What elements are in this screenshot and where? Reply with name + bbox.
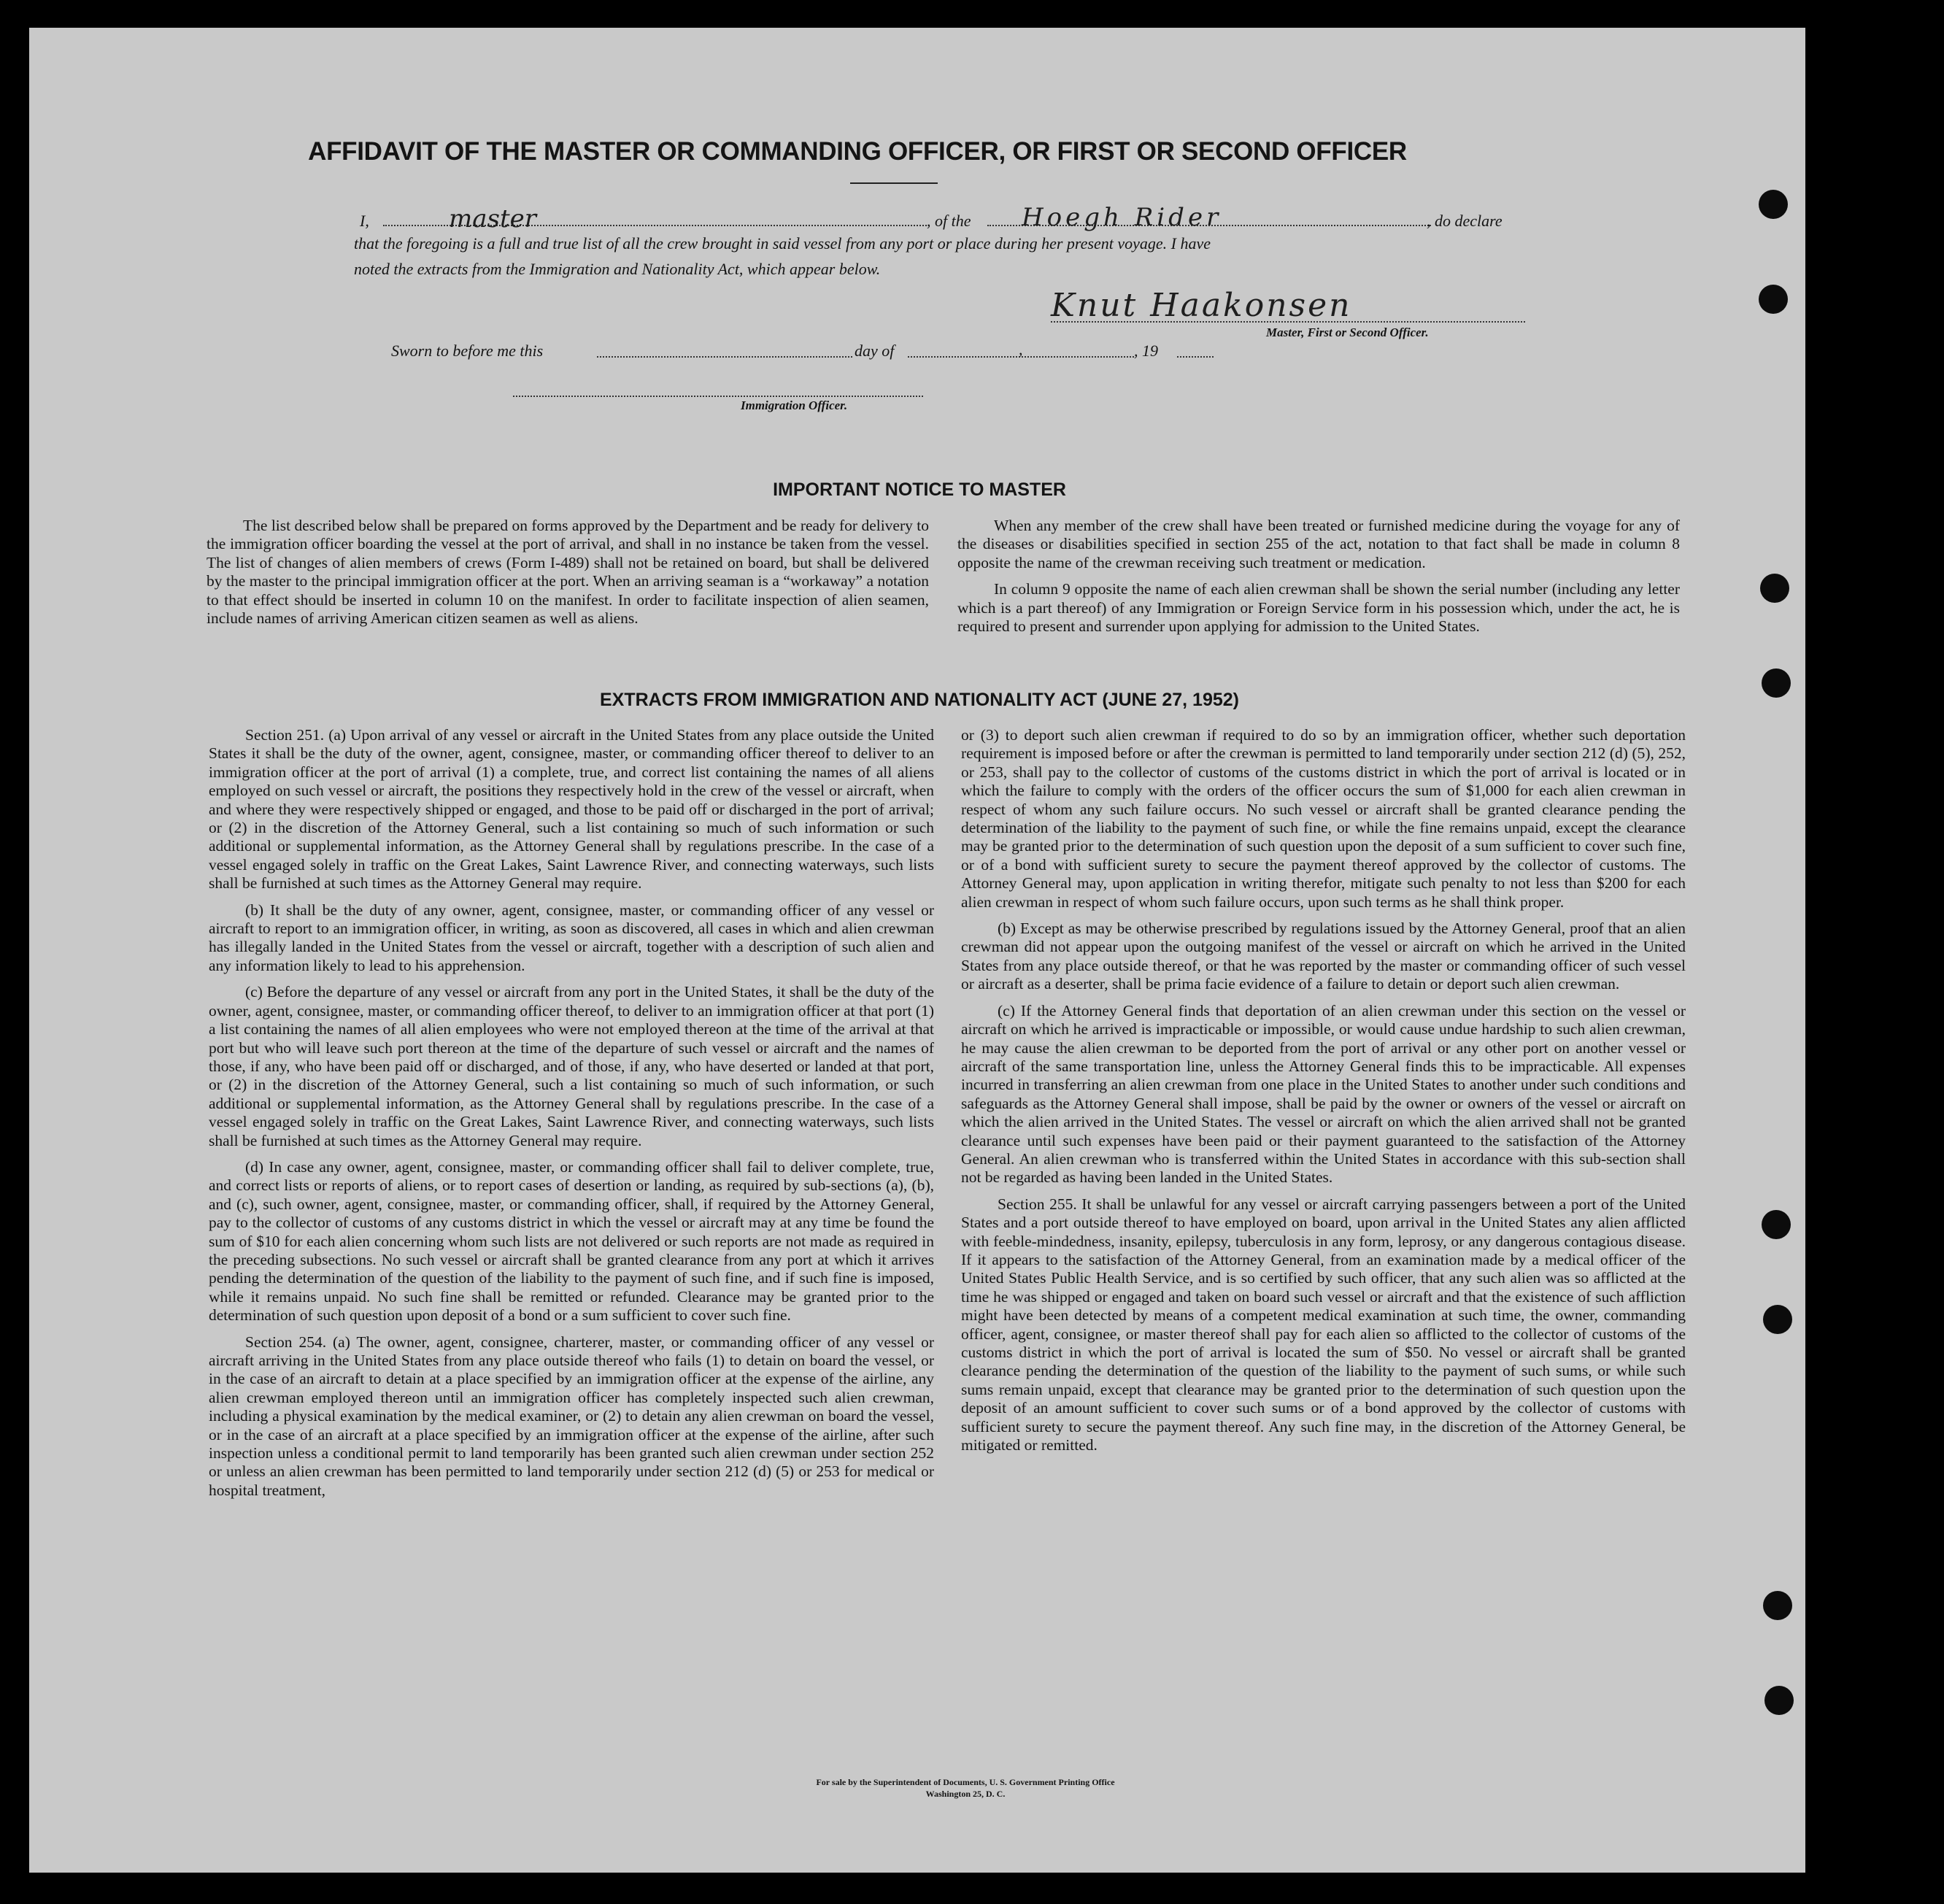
bleed-through-text: [277, 115, 1773, 137]
punch-hole: [1759, 285, 1788, 314]
signature-line: [1051, 321, 1525, 323]
punch-hole: [1762, 1210, 1791, 1239]
declaration-line-3: noted the extracts from the Immigration and Nationality Act, which appear below.: [354, 260, 881, 278]
section-254-a: Section 254. (a) The owner, agent, consignee, charterer, master, or commanding officer of any vessel or aircraft arriving in the United States from any place outside thereof who fails (1) to detain on board the vessel, or in the case of an aircraft to detain at a place specified by an immigration officer at the expense of the airline, any alien crewman employed thereon until an immigration officer has completely inspected such alien crewman, including a physical examination by the medical examiner, or (2) to detain any alien crewman on board the vessel, or in the case of an aircraft at a place specified by an immigration officer at the expense of the airline, after such inspection unless a conditional permit to land temporarily has been granted such alien crewman under section 252 or unless an alien crewman has been permitted to land temporarily under section 212 (d) (5) or 253 for medical or hospital treatment,: [209, 1333, 934, 1499]
section-251-b: (b) It shall be the duty of any owner, agent, consignee, master, or commanding officer of any vessel or aircraft to report to an immigration officer, in writing, as soon as discovered, all cases in which and alien crewman has illegally landed in the United States from the vessel or aircraft, together with a description of such alien and any information likely to lead to his apprehension.: [209, 901, 934, 974]
notice-right-paragraph-2: In column 9 opposite the name of each alien crewman shall be shown the serial number (including any letter which is a part thereof) of any Immigration or Foreign Service form in his possession which, under the act, he is required to present and surrender upon applying for admission to the United States.: [957, 580, 1680, 636]
of-the-label: , of the: [927, 212, 971, 230]
affidavit-title: AFFIDAVIT OF THE MASTER OR COMMANDING OFFICER, OR FIRST OR SECOND OFFICER: [308, 137, 1407, 166]
sworn-year-field: [1177, 356, 1214, 358]
sworn-comma: ,: [1019, 340, 1023, 358]
document-page: [29, 28, 1805, 1873]
section-254-a-continued: or (3) to deport such alien crewman if required to do so by an immigration officer, whether such deportation requirement is imposed before or after the crewman is permitted to land temporarily under section 212 (d) (5), 252, or 253, shall pay to the collector of customs of the customs district in which the port of arrival is located or in which the failure to comply with the orders of the officer occurs the sum of $1,000 for each alien crewman in respect of whom any such failure occurs. No such vessel or aircraft shall be granted clearance pending the determination of the liability to the payment of such fine, or while the fine remains unpaid, except the clearance may be granted prior to the determination of such question upon the deposit of a sum sufficient to cover such fine, or of a bond with sufficient surety to secure the payment thereof approved by the collector of customs. The Attorney General may, upon application in writing therefor, mitigate such penalty to not less than $200 for each alien crewman in respect of whom such failure occurs, upon such terms as he shall think proper.: [961, 726, 1686, 911]
signature-caption: Master, First or Second Officer.: [1266, 325, 1429, 339]
section-251-d: (d) In case any owner, agent, consignee, master, or commanding officer shall fail to deliver complete, true, and correct lists or reports of aliens, or to report cases of desertion or landing, as required by sub-sections (a), (b), and (c), such owner, agent, consignee, master, or commanding officer, shall, if required by the Attorney General, pay to the collector of customs of any customs district in which the vessel or aircraft may at any time be found the sum of $10 for each alien concerning whom such lists are not delivered or such reports are not made as required in the preceding subsections. No such vessel or aircraft shall be granted clearance from any port at which it arrives pending the determination of the question of the liability to the payment of such fine, and if such fine is imposed, while it remains unpaid. No such fine shall be remitted or refunded. Clearance may be granted prior to the determination of such question upon deposit of a bond or a sum sufficient to cover such fine.: [209, 1157, 934, 1325]
punch-hole: [1763, 1591, 1792, 1620]
notice-left-column: [207, 517, 929, 636]
punch-hole: [1759, 190, 1788, 219]
year-prefix: , 19: [1134, 342, 1158, 360]
section-254-b: (b) Except as may be otherwise prescribed by regulations issued by the Attorney General, proof that an alien crewman did not appear upon the outgoing manifest of the vessel or aircraft on which he arrived in the United States from any place outside thereof, or that he was reported by the master or commanding officer of such vessel or aircraft as a deserter, shall be prima facie evidence of a failure to detain or deport such alien crewman.: [961, 920, 1686, 993]
extracts-left-column: [209, 726, 934, 1508]
sworn-line: [391, 342, 1267, 371]
punch-hole: [1760, 574, 1789, 603]
immigration-officer-line: [513, 396, 923, 397]
vessel-name-handwritten: Hoegh Rider: [1022, 203, 1222, 232]
section-251-c: (c) Before the departure of any vessel or aircraft from any port in the United States, it shall be the duty of the owner, agent, consignee, master, or commanding officer thereof, to deliver to an immigration officer at that port (1) a list containing the names of all alien employees who were not employed thereon at the time of the arrival at that port but who will leave such port thereon at the time of the departure of such vessel or aircraft and the names of those, if any, who have been paid off or discharged, and of those, if any, who have deserted or landed at that port, or (2) in the discretion of the Attorney General, such a list containing so much of such information, or such additional or supplemental information, as the Attorney General shall by regulations prescribe. In the case of a vessel engaged solely in traffic on the Great Lakes, Saint Lawrence River, and connecting waterways, such lists shall be furnished at such times as the Attorney General may require.: [209, 983, 934, 1149]
day-of-label: day of: [855, 342, 895, 360]
notice-right-paragraph-1: When any member of the crew shall have been treated or furnished medicine during the voyage for any of the diseases or disabilities specified in section 255 of the act, notation to that fact shall be made in column 8 opposite the name of the crewman receiving such treatment or medication.: [957, 517, 1680, 571]
extracts-right-column: [961, 726, 1686, 1462]
notice-title: IMPORTANT NOTICE TO MASTER: [773, 479, 1066, 500]
section-255: Section 255. It shall be unlawful for any vessel or aircraft carrying passengers between a port of the United States and a port outside thereof to have employed on board, upon arrival in the United States any alien afflicted with feeble-mindedness, insanity, epilepsy, tuberculosis in any form, leprosy, or any dangerous contagious disease. If it appears to the satisfaction of the Attorney General, from an examination made by a medical officer of the United States Public Health Service, and is so certified by such officer, that any such alien was so afflicted at the time he was shipped or engaged and taken on board such vessel or aircraft and that the existence of such affliction might have been detected by means of a competent medical examination at such time, the owner, commanding officer, agent, consignee, or master thereof shall pay for each alien so afflicted to the collector of customs of the customs district in which the port of arrival is located the sum of $50. No vessel or aircraft shall be granted clearance pending the determination of the question of the liability to the payment of such sums, or while such sums remain unpaid, except that clearance may be granted prior to the determination of such question upon the deposit of an amount sufficient to cover such sums or of a bond approved by the collector of customs with sufficient surety to secure the payment thereof. Any such fine may, in the discretion of the Attorney General, be mitigated or remitted.: [961, 1195, 1686, 1454]
title-rule: [850, 182, 938, 184]
do-declare-label: , do declare: [1427, 212, 1503, 230]
declaration-i: I,: [360, 212, 369, 230]
declaration-line-2: that the foregoing is a full and true list of all the crew brought in said vessel from any port or place during her present voyage. I have: [354, 234, 1211, 253]
declaration-line-1: [354, 203, 1536, 235]
extracts-title: EXTRACTS FROM IMMIGRATION AND NATIONALITY ACT (JUNE 27, 1952): [600, 690, 1239, 710]
footer-line-1: For sale by the Superintendent of Documents, U. S. Government Printing Office: [816, 1777, 1115, 1787]
immigration-officer-caption: Immigration Officer.: [741, 398, 848, 412]
section-251-a: Section 251. (a) Upon arrival of any vessel or aircraft in the United States from any place outside the United States it shall be the duty of the owner, agent, consignee, master, or commanding officer thereof to deliver to an immigration officer at the port of arrival (1) a complete, true, and correct list containing the names of all aliens employed on such vessel or aircraft, the positions they respectively hold in the crew of the vessel or aircraft, when and where they were respectively shipped or engaged, and those to be paid off or discharged in the port of arrival; or (2) in the discretion of the Attorney General, such a list containing so much of such information or such additional or supplemental information, as the Attorney General shall by regulations prescribe. In the case of a vessel engaged solely in traffic on the Great Lakes, Saint Lawrence River, and connecting waterways, such lists shall be furnished at such times as the Attorney General may require.: [209, 726, 934, 893]
notice-right-column: [957, 517, 1680, 644]
footer-line-2: Washington 25, D. C.: [925, 1789, 1006, 1799]
notice-left-paragraph: The list described below shall be prepared on forms approved by the Department and be ready for delivery to the immigration officer boarding the vessel at the port of arrival, and shall in no instance be taken from the vessel. The list of changes of alien members of crews (Form I-489) shall not be retained on board, but shall be delivered by the master to the principal immigration officer at the port. When an arriving seaman is a “workaway” a notation to that effect should be inserted in column 10 on the manifest. In order to facilitate inspection of alien seamen, include names of arriving American citizen seamen as well as aliens.: [207, 517, 929, 628]
punch-hole: [1764, 1686, 1794, 1715]
master-signature: Knut Haakonsen: [1051, 287, 1352, 324]
footer-imprint: [29, 1776, 1805, 1800]
section-254-c: (c) If the Attorney General finds that deportation of an alien crewman under this section on the vessel or aircraft on which he arrived is impracticable or impossible, or would cause undue hardship to such alien crewman, he may cause the alien crewman to be deported from the port of arrival or any other port on another vessel or aircraft of the same transportation line, unless the Attorney General finds this to be impracticable. All expenses incurred in transferring an alien crewman from one place in the United States to another under such conditions and safeguards as the Attorney General shall impose, shall be paid by the owner or owners of the vessel or aircraft on which the alien arrived in the United States. The vessel or aircraft on which the alien arrived shall not be granted clearance until such expenses have been paid or their payment guaranteed to the satisfaction of the Attorney General. An alien crewman who is transferred within the United States in accordance with this sub-section shall not be regarded as having been landed in the United States.: [961, 1001, 1686, 1187]
punch-hole: [1763, 1305, 1792, 1334]
master-name-handwritten: master: [449, 204, 536, 234]
sworn-day-field: [597, 356, 852, 358]
sworn-prefix: Sworn to before me this: [391, 342, 544, 360]
